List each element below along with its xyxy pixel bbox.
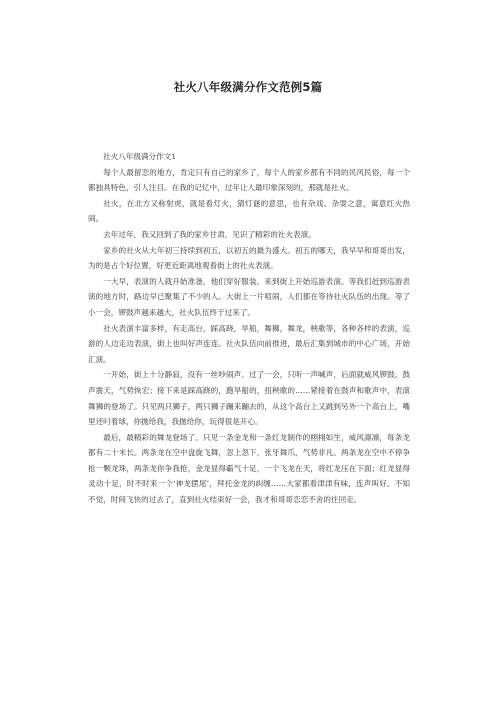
paragraph: 一大早，表演的人就开始准备，他们穿好服装，来到街上开始巡游表演。等我们赶到巡游表演的地方时，路边早已聚集了不少的人。大街上一片喧闹，人们都在等待社火队伍的出现。等了小一会，锣鼓声越来越大，社火队伍终于过来了。 [88,276,410,317]
paragraph: 最后，最精彩的舞龙登场了。只见一条金龙和一条红龙制作的栩栩如生，威风凛凛，每条龙都有二十米长。两条龙在空中盘旋飞舞，忽上忽下，张牙舞爪，气势非凡。两条龙在空中不停争抢一颗龙珠，两条龙你争我抢，金龙显得霸气十足，一个飞龙在天，将红龙压在下面；红龙显得灵动十足，时不时来一个‘神龙摆尾’，拜托金龙的纠缠……大家都看津津有味，连声叫好。不知不觉，时间飞快的过去了，直到社火结束好一会，我才和哥哥恋恋不舍的往回走。 [88,432,410,505]
paragraph: 每个人最留恋的地方，肯定只有自己的家乡了，每个人的家乡都有不同的民风民俗，每一个都独具特色，引人注目。在我的记忆中，过年让人最印象深刻的，那就是社火。 [88,167,410,193]
paragraph: 家乡的社火从大年初三持续到初五，以初五的最为盛大。初五的哪天，我早早和哥哥出发，为的是占个好位置，好更近距离地观看街上的社火表演。 [88,245,410,271]
paragraph: 社火，在北方又称射虎，就是看灯火，猜灯谜的意思，也有杂戏、杂耍之意，寓意红火热闹。 [88,198,410,224]
document-body [88,149,410,508]
paragraph: 社火表演丰富多样，有走高台，踩高跷，旱船，舞狮，舞龙，秧歌等，各种各样的表演，巡游的人边走边表演，街上也叫好声连连。社火队伍向前推进，最后汇集到城市的中心广场，开始汇演。 [88,323,410,364]
paragraph: 一开始，街上十分静寂，没有一丝吵闹声。过了一会，只听一声喊声，后面就威风锣鼓，鼓声震天，气势恢宏；接下来是踩高跷的，跑旱船的，扭秧歌的……紧接着在鼓声和歌声中，表演舞狮的登场了。只见两只狮子，两只狮子蹦来蹦去的，从这个高台上又跳到另外一个高台上，嘴里还叼着球，你抛给我，我抛给你，玩得很是开心。 [88,370,410,427]
paragraph: 去年过年，我又回到了我的家乡甘肃，见识了精彩的社火表演。 [103,229,316,239]
section-heading: 社火八年级满分作文1 [103,152,177,161]
document-title: 社火八年级满分作文范例5篇 [173,80,323,94]
